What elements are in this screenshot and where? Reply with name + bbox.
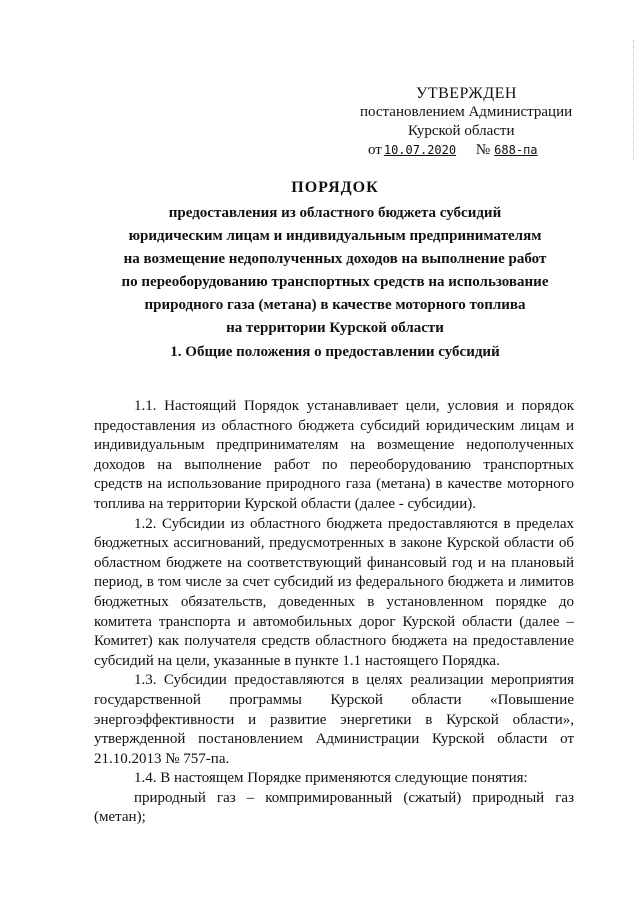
document-title-block <box>90 176 580 340</box>
paragraph-1-4: 1.4. В настоящем Порядке применяются следующие понятия: <box>134 770 528 787</box>
date-prefix: от <box>368 142 382 158</box>
approval-line-1: постановлением Администрации <box>360 104 573 120</box>
document-subtitle-line: предоставления из областного бюджета субсидий <box>168 205 502 221</box>
document-title: ПОРЯДОК <box>291 179 379 196</box>
document-subtitle-line: природного газа (метана) в качестве моторного топлива <box>144 297 526 313</box>
approval-title: УТВЕРЖДЕН <box>416 85 517 102</box>
number-prefix: № <box>475 142 491 158</box>
document-body <box>94 397 574 828</box>
scan-margin-marks <box>631 40 634 160</box>
paragraph-1-3: 1.3. Субсидии предоставляются в целях реализации мероприятия государственной программы Курской области «Повышение энергоэффективности и развитие энергетики в Курской области», утвержденной постановлением Администрации Курской области от 21.10.2013 № 757-па. <box>94 672 574 767</box>
approval-date-line <box>368 141 610 160</box>
section-heading: 1. Общие положения о предоставлении субсидий <box>170 344 500 360</box>
paragraph-1-2: 1.2. Субсидии из областного бюджета предоставляются в пределах бюджетных ассигнований, предусмотренных в законе Курской области об областном бюджете на соответствующий финансовый год и на плановый период, в том числе за счет субсидий из федерального бюджета и лимитов бюджетных обязательств, доведенных в установленном порядке до комитета транспорта и автомобильных дорог Курской области (далее – Комитет) как получателя средств областного бюджета на предоставление субсидий на цели, указанные в пункте 1.1 настоящего Порядка. <box>94 515 574 669</box>
document-subtitle-line: юридическим лицам и индивидуальным предпринимателям <box>128 228 542 244</box>
document-subtitle-line: по переоборудованию транспортных средств на использование <box>121 274 549 290</box>
paragraph-definition: природный газ – компримированный (сжатый) природный газ (метан); <box>94 789 574 826</box>
approval-date: 10.07.2020 <box>383 143 457 157</box>
document-subtitle-line: на возмещение недополученных доходов на выполнение работ <box>123 251 547 267</box>
approval-stamp <box>360 84 610 160</box>
approval-line-2: Курской области <box>408 123 515 139</box>
approval-number: 688-па <box>494 143 538 157</box>
document-subtitle-line: на территории Курской области <box>226 320 444 336</box>
paragraph-1-1: 1.1. Настоящий Порядок устанавливает цели, условия и порядок предоставления из областного бюджета субсидий юридическим лицам и индивидуальным предпринимателям на возмещение недополученных доходов на выполнение работ по переоборудованию транспортных средств на использование природного газа (метана) в качестве моторного топлива на территории Курской области (далее - субсидии). <box>94 398 574 512</box>
